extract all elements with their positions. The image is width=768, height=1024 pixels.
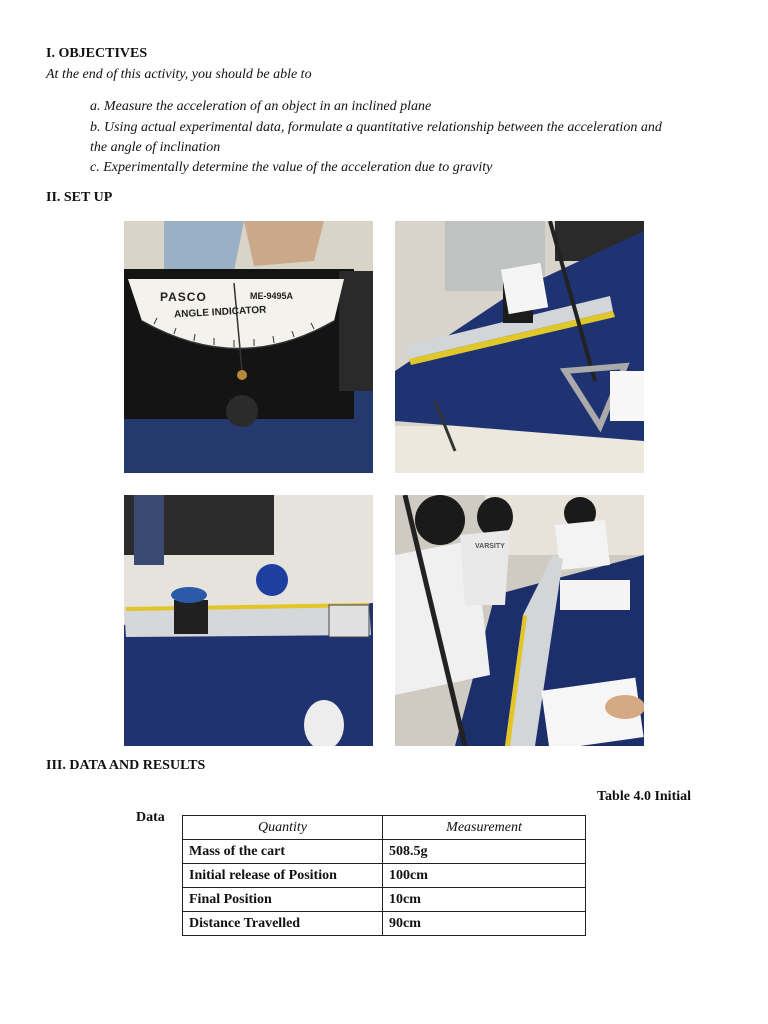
objectives-heading: I. OBJECTIVES (46, 46, 148, 61)
initial-data-table (182, 815, 586, 936)
table-cell-quantity: Distance Travelled (183, 912, 383, 936)
table-caption-line2: Data (136, 810, 165, 825)
table-header-row (183, 816, 586, 840)
objective-b: b. Using actual experimental data, formulate a quantitative relationship between the acceleration and (90, 120, 662, 135)
pasco-brand: PASCO (160, 290, 207, 304)
results-heading: III. DATA AND RESULTS (46, 758, 206, 773)
table-row (183, 912, 586, 936)
pasco-model: ME-9495A (250, 291, 294, 301)
table-row (183, 888, 586, 912)
table-header-quantity: Quantity (183, 816, 383, 840)
objective-c: c. Experimentally determine the value of the acceleration due to gravity (90, 160, 493, 175)
table-row (183, 840, 586, 864)
table-row (183, 864, 586, 888)
table-cell-measurement: 10cm (383, 888, 586, 912)
photo-students-experiment (395, 495, 644, 746)
angle-indicator-label: ANGLE INDICATOR (173, 304, 267, 321)
shirt-text: VARSITY (475, 543, 505, 550)
table-caption-line1: Table 4.0 Initial (597, 789, 692, 804)
table-cell-measurement: 100cm (383, 864, 586, 888)
photo-angle-indicator (124, 221, 373, 473)
setup-heading: II. SET UP (46, 190, 113, 205)
table-cell-quantity: Initial release of Position (183, 864, 383, 888)
table-cell-measurement: 508.5g (383, 840, 586, 864)
table-cell-measurement: 90cm (383, 912, 586, 936)
objectives-intro: At the end of this activity, you should be able to (46, 67, 312, 82)
table-header-measurement: Measurement (383, 816, 586, 840)
photo-track-top-view (124, 495, 373, 746)
table-cell-quantity: Mass of the cart (183, 840, 383, 864)
photo-inclined-track (395, 221, 644, 473)
table-cell-quantity: Final Position (183, 888, 383, 912)
objective-a: a. Measure the acceleration of an object in an inclined plane (90, 99, 432, 114)
objective-b-cont: the angle of inclination (90, 140, 221, 155)
